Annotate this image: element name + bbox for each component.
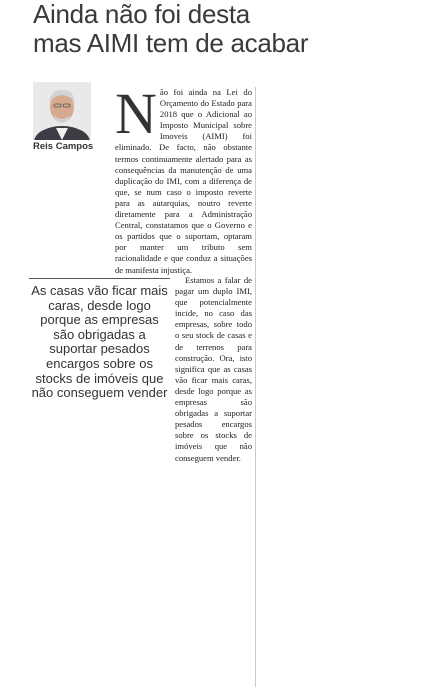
drop-cap: N: [115, 87, 157, 146]
headline: [33, 0, 433, 58]
headline-line-1: Ainda não foi desta: [33, 0, 250, 29]
author-photo: [33, 82, 91, 140]
article-column-2-content: [259, 87, 419, 687]
article-paragraph-1: [115, 87, 252, 276]
article-paragraph-2-body: Estamos a falar de pagar um duplo IMI, que potencialmente incide, no caso das empresas, sobre todo o seu stock de casas e de terrenos para construção. Ora, isto significa que as casas vão ficar mais caras, desde logo porque as empresas são obrigadas a suportar pesados encargos sobre os stocks de imóveis que não conseguem vender.: [175, 275, 252, 463]
headline-line-2: mas AIMI tem de acabar: [33, 28, 309, 58]
pull-quote: As casas vão ficar mais caras, desde logo porque as empresas são obrigadas a suportar pesados encargos sobre os stocks de imóveis que não conseguem vender: [29, 278, 170, 401]
author-name: Reis Campos: [33, 141, 94, 152]
article-paragraph-2-block: [175, 275, 252, 490]
article-column-1: [115, 87, 252, 277]
column-divider: [255, 87, 256, 687]
article-column-1-lower: [107, 490, 252, 690]
article-paragraph-1-text: ão foi ainda na Lei do Orçamento do Estado para 2018 que o Adicional ao Imposto Municipal sobre Imoveis (AIMI) foi eliminado. De facto, não obstante termos continuamente alertado para as consequências da manutenção de uma duplicação do IMI, com a diferença de que, se num caso o imposto reverte para as autarquias, noutro reverte diretamente para a Administração Central, constatamos que o Governo e os partidos que o suportam, optaram por manter um tributo sem racionalidade e que conduz a situações de manifesta injustiça.: [115, 87, 252, 275]
